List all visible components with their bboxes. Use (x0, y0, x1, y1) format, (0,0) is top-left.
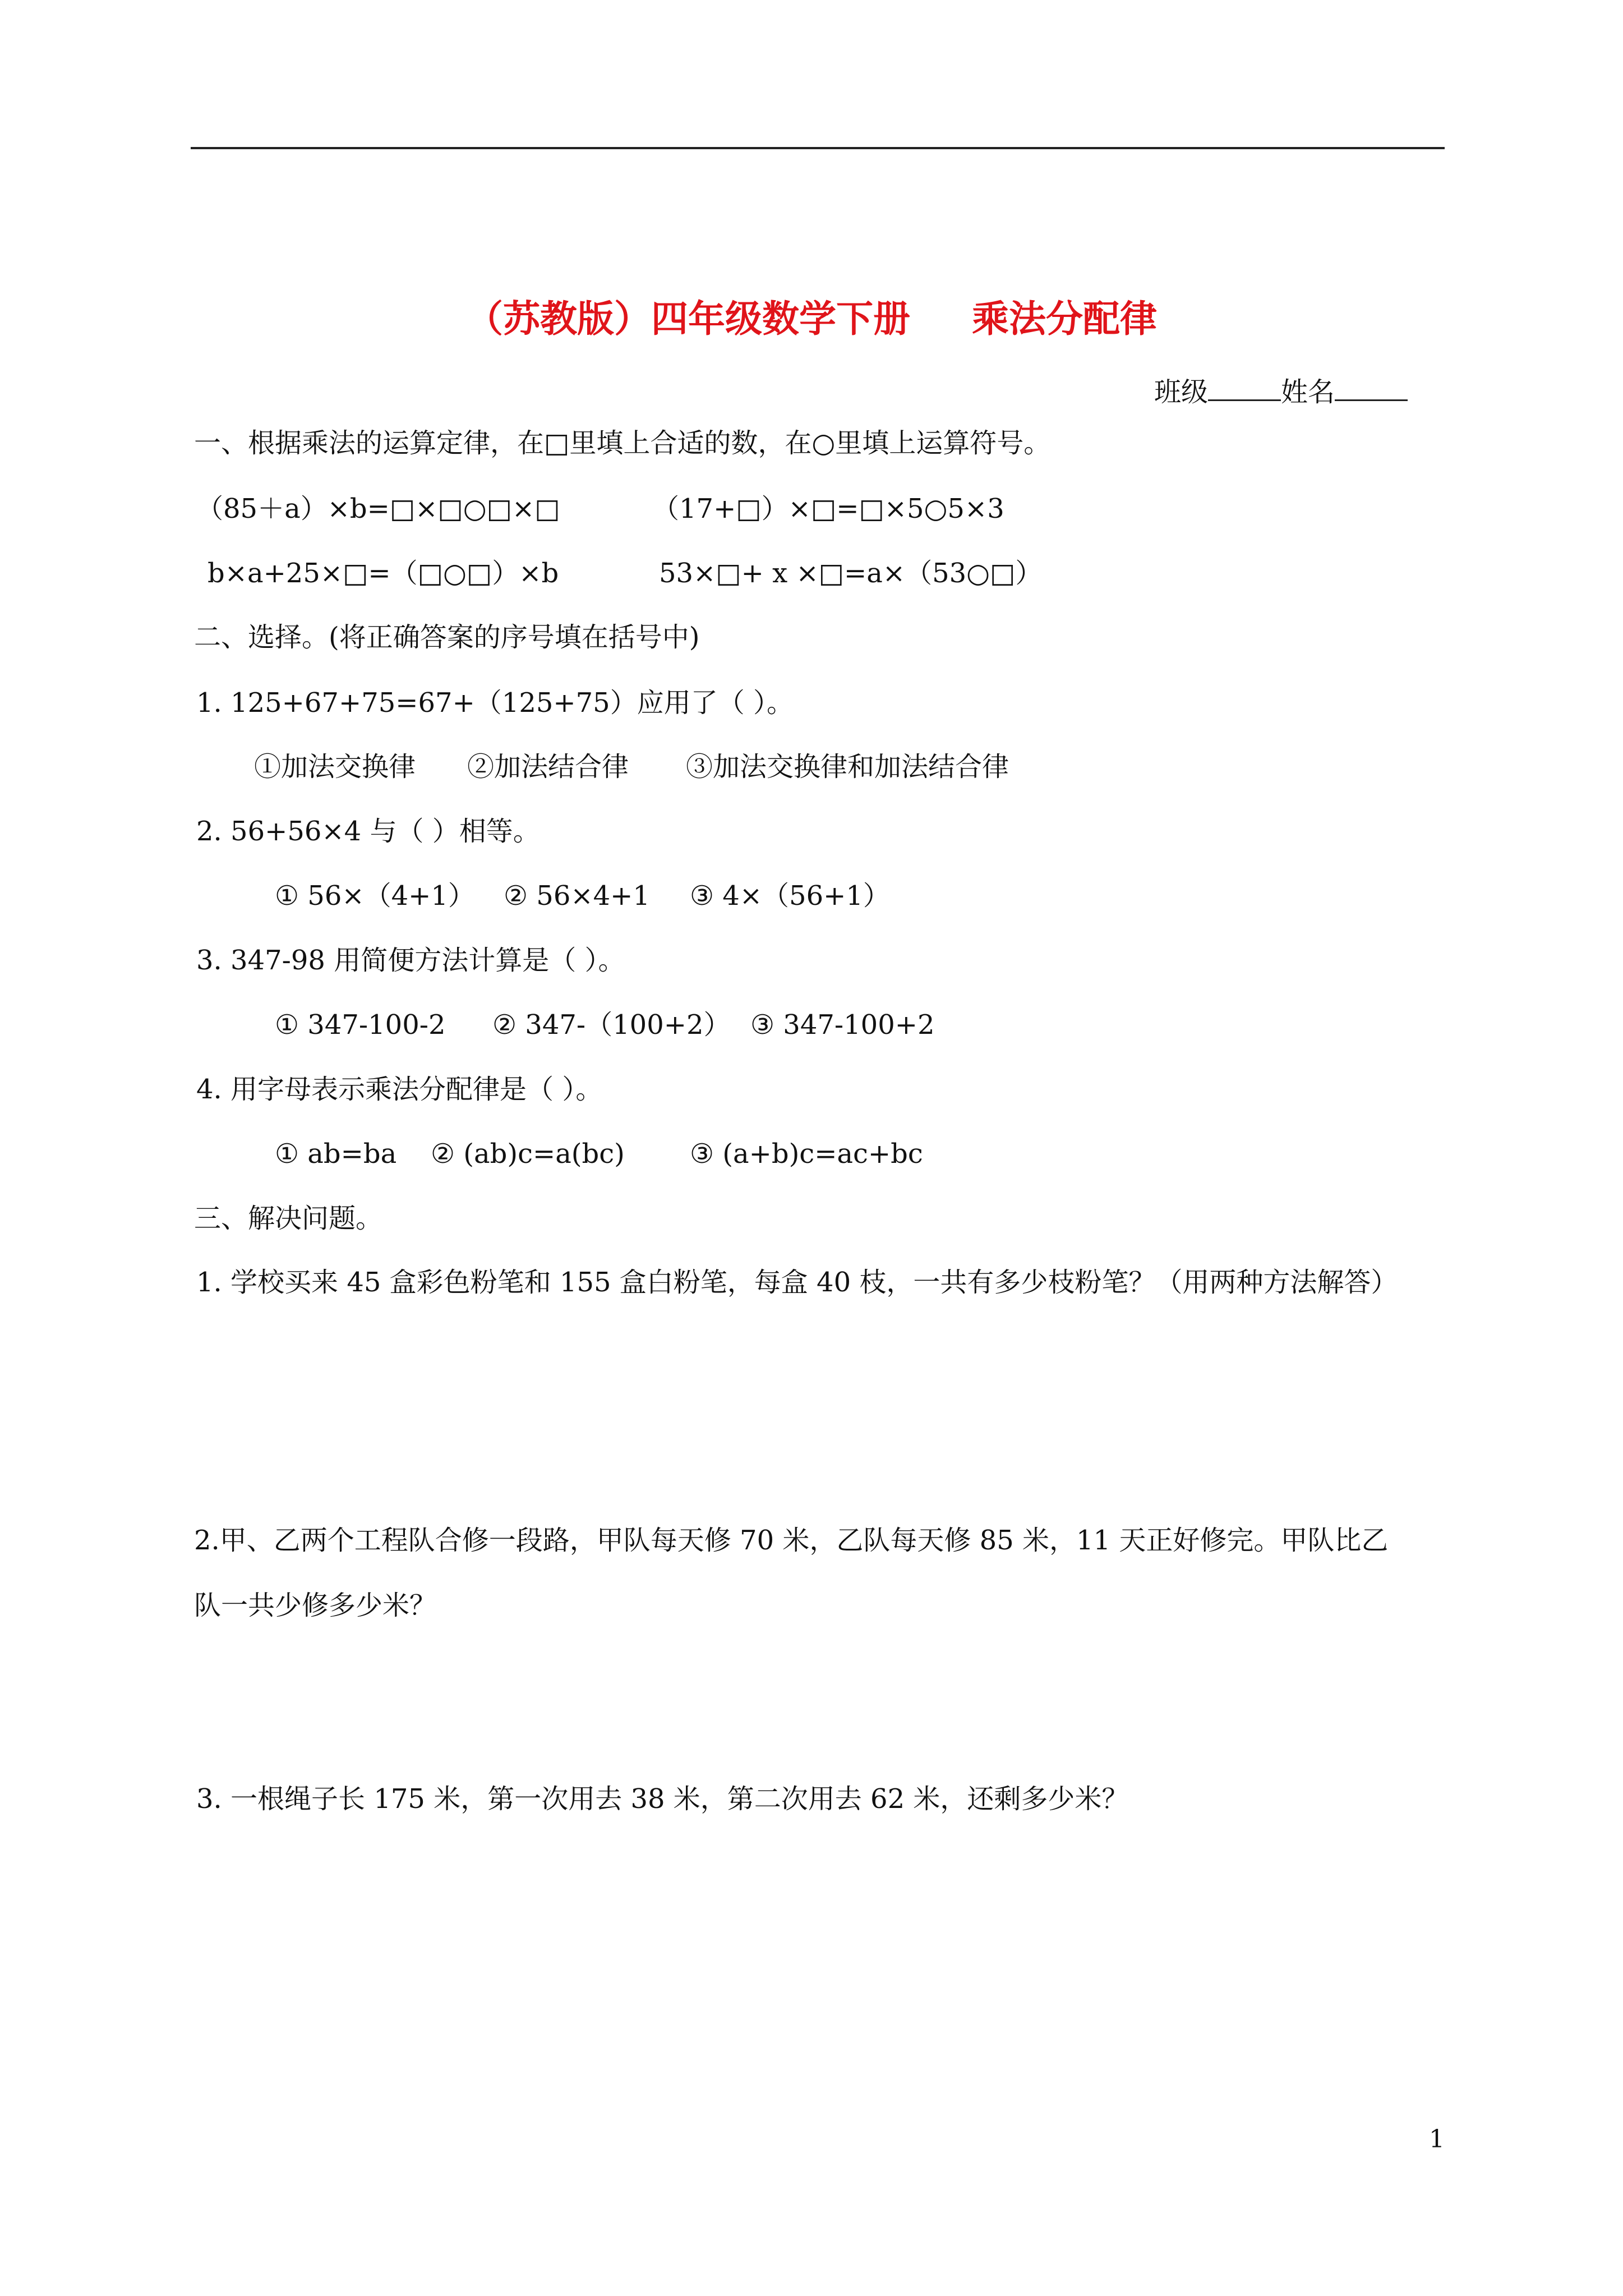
title-topic: 乘法分配律 (972, 297, 1157, 341)
section1-row1-left: （85＋a）×b=□×□○□×□ (196, 493, 560, 524)
question-2-option-3: ③ 4×（56+1） (690, 880, 890, 912)
question-4-option-1: ① ab=ba (275, 1138, 397, 1170)
question-1-option-3: ③加法交换律和加法结合律 (686, 751, 1009, 783)
problem-1: 1. 学校买来 45 盒彩色粉笔和 155 盒白粉笔，每盒 40 枝，一共有多少枝粉笔？（用两种方法解答） (196, 1267, 1398, 1298)
section2-heading: 二、选择。(将正确答案的序号填在括号中) (194, 622, 700, 653)
problem-2-line1: 2.甲、乙两个工程队合修一段路，甲队每天修 70 米，乙队每天修 85 米，11 天正好修完。甲队比乙 (194, 1525, 1389, 1556)
question-2-option-1: ① 56×（4+1） (275, 880, 475, 912)
question-3-stem: 3. 347-98 用简便方法计算是（ ）。 (196, 945, 625, 976)
title-main: （苏教版）四年级数学下册 (466, 297, 910, 341)
question-4-option-3: ③ (a+b)c=ac+bc (690, 1138, 923, 1170)
question-1-option-2: ②加法结合律 (467, 751, 629, 783)
student-info (1154, 377, 1408, 406)
name-label: 姓名 (1281, 376, 1335, 408)
question-4-option-2: ② (ab)c=a(bc) (431, 1138, 625, 1170)
problem-2-line2: 队一共少修多少米？ (194, 1590, 437, 1621)
question-4-stem: 4. 用字母表示乘法分配律是（ ）。 (196, 1074, 603, 1105)
section3-heading: 三、解决问题。 (194, 1203, 383, 1234)
page-number: 1 (1429, 2125, 1445, 2154)
header-rule (191, 147, 1445, 149)
question-3-option-2: ② 347-（100+2） (492, 1009, 731, 1041)
name-blank[interactable] (1335, 377, 1408, 401)
question-2-option-2: ② 56×4+1 (504, 880, 650, 912)
question-1-stem: 1. 125+67+75=67+（125+75）应用了（ ）。 (196, 687, 794, 719)
problem-3: 3. 一根绳子长 175 米，第一次用去 38 米，第二次用去 62 米，还剩多少米？ (196, 1783, 1129, 1815)
class-blank[interactable] (1208, 377, 1281, 401)
section1-row2-left: b×a+25×□=（□○□）×b (208, 558, 559, 589)
question-2-stem: 2. 56+56×4 与（ ）相等。 (196, 816, 540, 847)
question-3-option-3: ③ 347-100+2 (750, 1009, 935, 1041)
section1-row2-right: 53×□+ x ×□=a×（53○□） (659, 558, 1043, 589)
section1-heading: 一、根据乘法的运算定律，在□里填上合适的数，在○里填上运算符号。 (194, 427, 1051, 459)
worksheet-title (0, 297, 1623, 341)
question-1-option-1: ①加法交换律 (254, 751, 416, 783)
class-label: 班级 (1154, 376, 1209, 408)
section1-row1-right: （17+□）×□=□×5○5×3 (652, 493, 1004, 524)
question-3-option-1: ① 347-100-2 (275, 1009, 446, 1041)
